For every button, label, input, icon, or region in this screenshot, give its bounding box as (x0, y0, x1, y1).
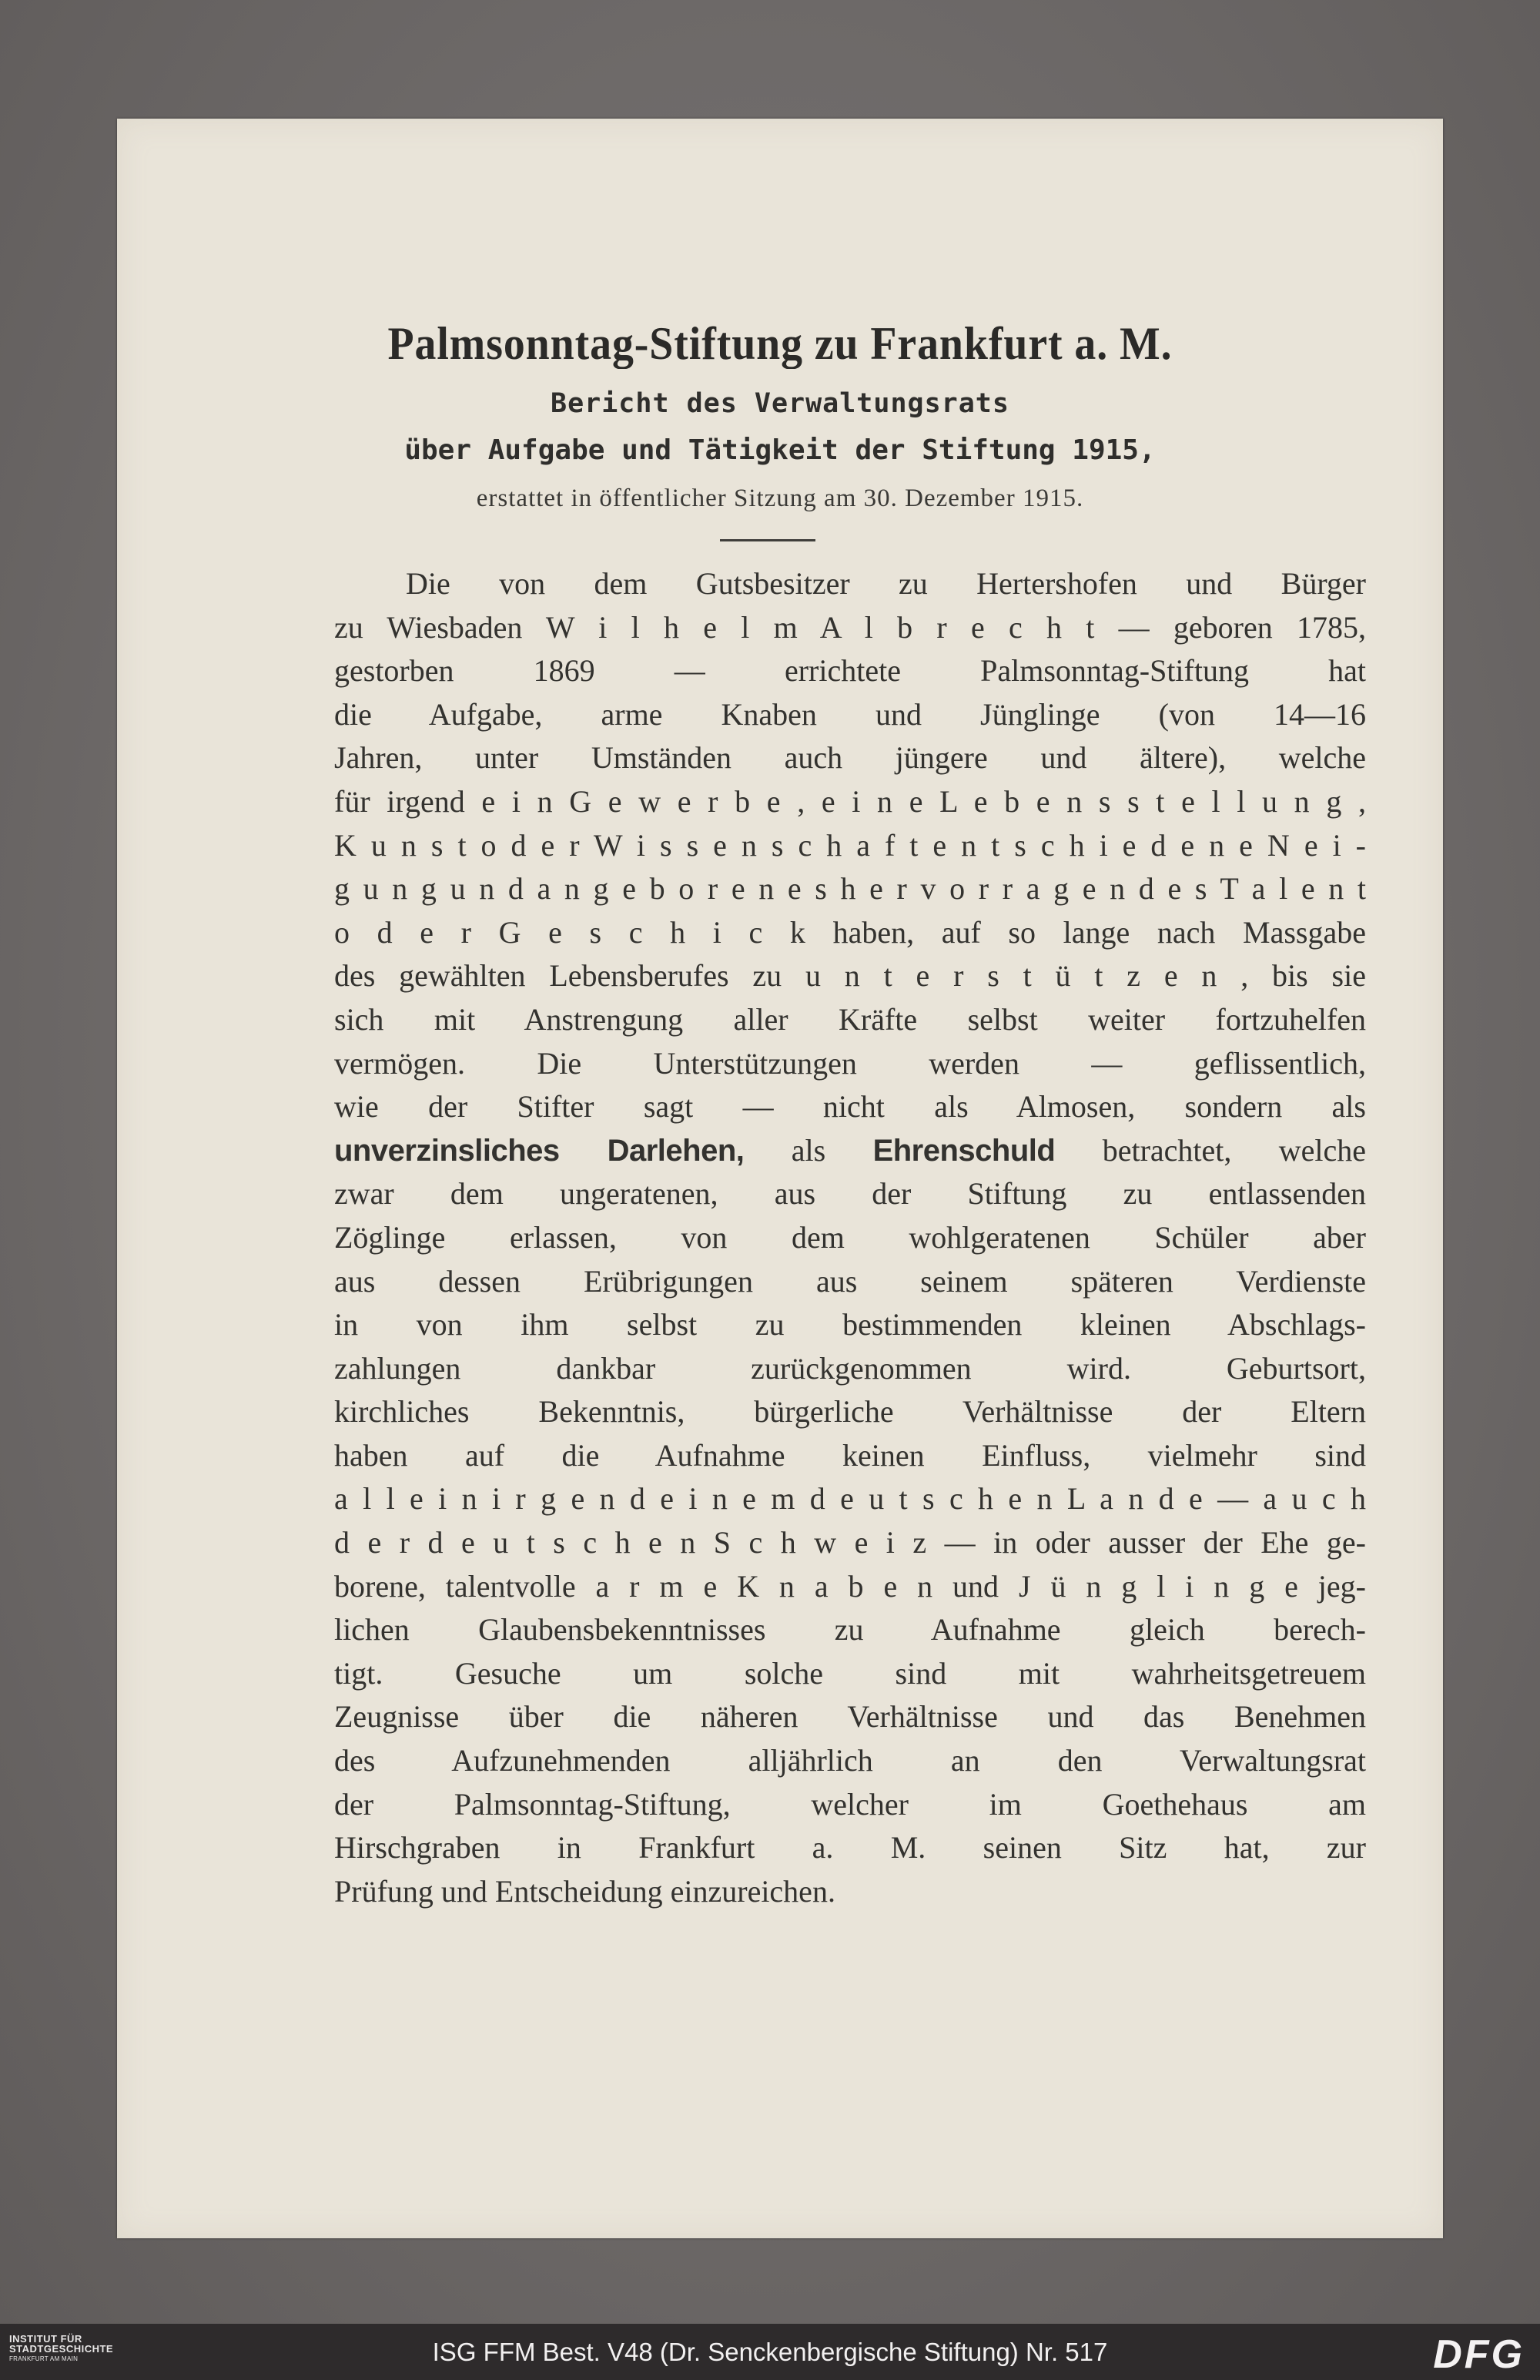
institution-logo-line: INSTITUT FÜR (9, 2333, 82, 2345)
text-segment: K u n s t o d e r W i s s e n s c h a f t e n t s c h i e d e n e N e i - (334, 827, 1366, 863)
text-line (334, 824, 1366, 868)
footer-bar (0, 2324, 1540, 2380)
text-line (334, 998, 1366, 1042)
text-segment: lichen Glaubensbekenntnisses zu Aufnahme gleich berech- (334, 1612, 1366, 1648)
text-line (334, 1172, 1366, 1216)
body-paragraph (334, 562, 1366, 1913)
text-segment: aus dessen Erübrigungen aus seinem späteren Verdienste (334, 1263, 1366, 1299)
text-line (334, 1347, 1366, 1391)
text-segment: a l l e i n i r g e n d e i n e m d e u t s c h e n L a n d e — a u c h (334, 1481, 1366, 1517)
text-line (334, 1477, 1366, 1521)
text-segment: als (744, 1132, 873, 1168)
text-segment: des gewählten Lebensberufes zu u n t e r s t ü t z e n , bis sie (334, 958, 1366, 994)
text-segment: Die von dem Gutsbesitzer zu Hertershofen und Bürger (406, 566, 1366, 601)
text-line (334, 1652, 1366, 1696)
text-segment: borene, talentvolle a r m e K n a b e n und J ü n g l i n g e jeg- (334, 1568, 1366, 1604)
text-segment: zwar dem ungeratenen, aus der Stiftung zu entlassenden (334, 1176, 1366, 1212)
text-segment: g u n g u n d a n g e b o r e n e s h e r v o r r a g e n d e s T a l e n t (334, 871, 1366, 907)
text-line (334, 1783, 1366, 1827)
emphasized-term: Ehrenschuld (872, 1133, 1056, 1168)
text-segment: d e r d e u t s c h e n S c h w e i z — in oder ausser der Ehe ge- (334, 1525, 1366, 1560)
text-line (334, 606, 1366, 650)
text-line (334, 1303, 1366, 1347)
text-segment: o d e r G e s c h i c k haben, auf so lange nach Massgabe (334, 914, 1366, 950)
report-date-line: erstattet in öffentlicher Sitzung am 30. Dezember 1915. (476, 484, 1084, 512)
text-segment: Zöglinge erlassen, von dem wohlgeratenen Schüler aber (334, 1219, 1366, 1255)
text-line (334, 1739, 1366, 1783)
text-line (334, 1042, 1366, 1086)
text-segment: des Aufzunehmenden alljährlich an den Verwaltungsrat (334, 1743, 1366, 1778)
report-subtitle: Bericht des Verwaltungsrats (551, 388, 1009, 419)
text-line (334, 1129, 1366, 1173)
document-page (117, 119, 1443, 2238)
text-segment: kirchliches Bekenntnis, bürgerliche Verhältnisse der Eltern (334, 1394, 1366, 1430)
report-subject: über Aufgabe und Tätigkeit der Stiftung 1915, (404, 434, 1156, 466)
text-segment: sich mit Anstrengung aller Kräfte selbst weiter fortzuhelfen (334, 1001, 1366, 1037)
text-line (334, 1434, 1366, 1478)
text-segment: die Aufgabe, arme Knaben und Jünglinge (von 14—16 (334, 696, 1366, 732)
text-segment: betrachtet, welche (1055, 1132, 1367, 1168)
text-line (334, 780, 1366, 824)
text-line (334, 867, 1366, 911)
text-segment: vermögen. Die Unterstützungen werden — geflissentlich, (334, 1045, 1366, 1081)
text-segment: wie der Stifter sagt — nicht als Almosen, sondern als (334, 1089, 1366, 1125)
emphasized-term: unverzinsliches Darlehen, (334, 1133, 745, 1168)
institution-logo-line: STADTGESCHICHTE (9, 2343, 114, 2355)
text-line (334, 562, 1366, 606)
text-segment: Zeugnisse über die näheren Verhältnisse und das Benehmen (334, 1699, 1366, 1735)
text-segment: haben auf die Aufnahme keinen Einfluss, vielmehr sind (334, 1437, 1366, 1473)
text-line (334, 1085, 1366, 1129)
text-segment: der Palmsonntag-Stiftung, welcher im Goethehaus am (334, 1786, 1366, 1822)
text-line (334, 1870, 1366, 1914)
document-title: Palmsonntag-Stiftung zu Frankfurt a. M. (387, 318, 1173, 369)
text-line (334, 736, 1366, 780)
text-line (334, 1695, 1366, 1739)
text-line (334, 649, 1366, 693)
dfg-logo: DFG (1433, 2332, 1525, 2377)
text-segment: tigt. Gesuche um solche sind mit wahrheitsgetreuem (334, 1655, 1366, 1691)
text-line (334, 1826, 1366, 1870)
text-line (334, 1390, 1366, 1434)
text-line (334, 1521, 1366, 1565)
text-segment: zu Wiesbaden W i l h e l m A l b r e c h t — geboren 1785, (334, 609, 1366, 645)
archive-caption: ISG FFM Best. V48 (Dr. Senckenbergische Stiftung) Nr. 517 (432, 2338, 1108, 2366)
text-line (334, 693, 1366, 737)
text-line (334, 1260, 1366, 1304)
text-segment: Jahren, unter Umständen auch jüngere und ältere), welche (334, 740, 1366, 776)
text-line (334, 911, 1366, 955)
text-line (334, 954, 1366, 998)
institution-logo-line: FRANKFURT AM MAIN (9, 2355, 79, 2362)
text-segment: für irgend e i n G e w e r b e , e i n e L e b e n s s t e l l u n g , (334, 783, 1366, 819)
text-line (334, 1608, 1366, 1652)
title-divider (720, 539, 815, 541)
text-line (334, 1216, 1366, 1260)
text-segment: Prüfung und Entscheidung einzureichen. (334, 1873, 835, 1909)
text-segment: zahlungen dankbar zurückgenommen wird. Geburtsort, (334, 1350, 1366, 1386)
text-segment: in von ihm selbst zu bestimmenden kleinen Abschlags- (334, 1307, 1366, 1343)
text-segment: gestorben 1869 — errichtete Palmsonntag-Stiftung hat (334, 653, 1366, 689)
text-line (334, 1565, 1366, 1609)
text-segment: Hirschgraben in Frankfurt a. M. seinen Sitz hat, zur (334, 1830, 1366, 1865)
